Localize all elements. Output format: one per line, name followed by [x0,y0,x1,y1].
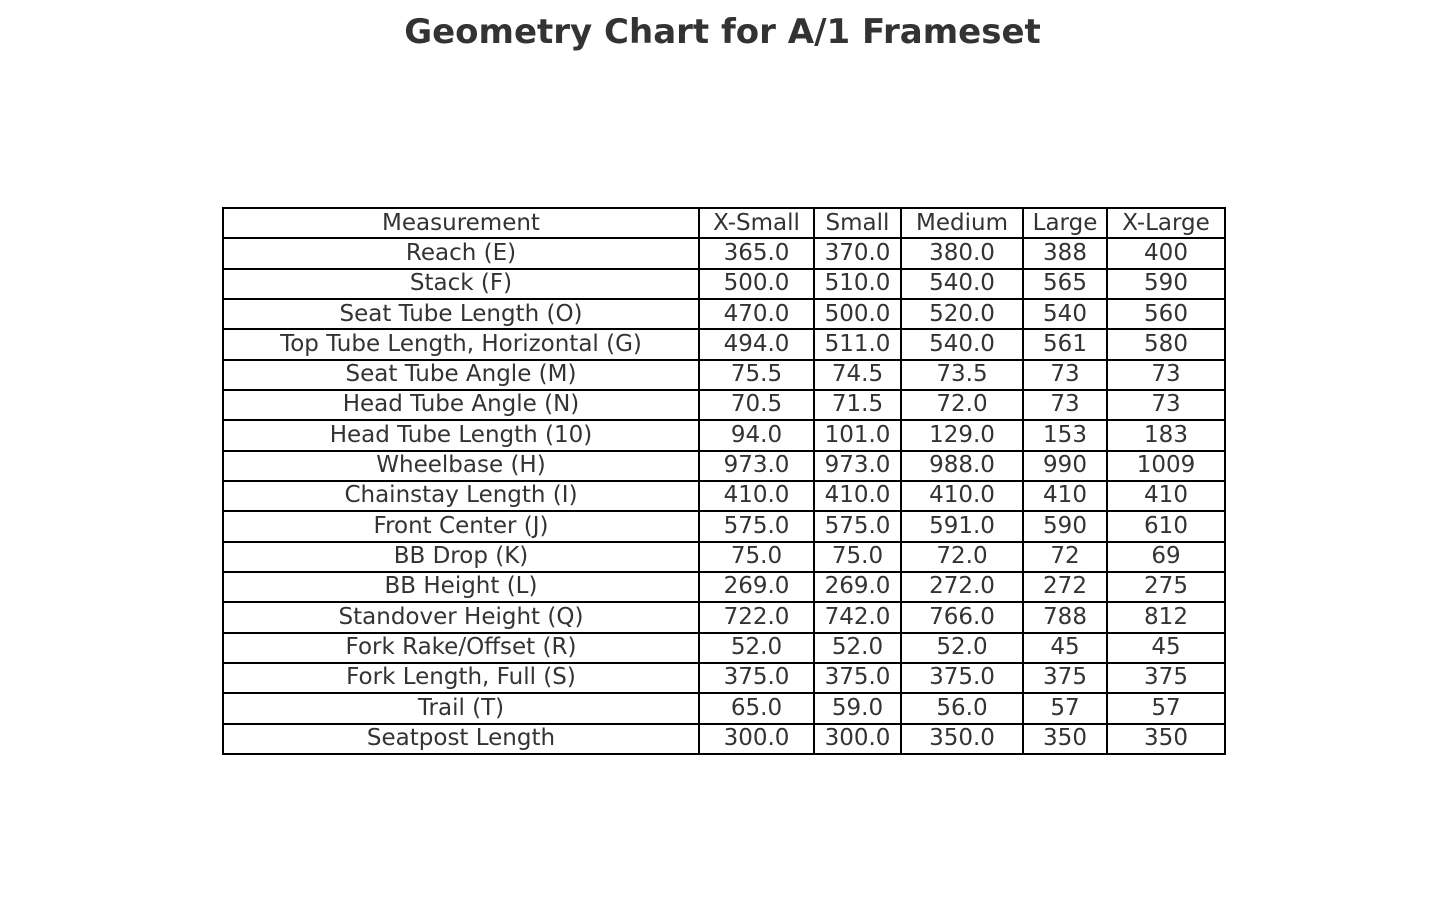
measurement-value: 129.0 [901,420,1023,450]
measurement-value: 52.0 [901,633,1023,663]
table-row [223,238,1225,268]
measurement-value: 565 [1023,269,1107,299]
measurement-label: Seat Tube Length (O) [223,299,699,329]
measurement-value: 988.0 [901,451,1023,481]
table-row [223,693,1225,723]
measurement-value: 73 [1023,390,1107,420]
measurement-value: 575.0 [814,511,901,541]
measurement-value: 269.0 [814,572,901,602]
column-header-measurement: Measurement [223,208,699,238]
measurement-value: 410.0 [699,481,814,511]
measurement-value: 990 [1023,451,1107,481]
measurement-value: 72.0 [901,390,1023,420]
measurement-value: 500.0 [814,299,901,329]
measurement-value: 561 [1023,329,1107,359]
measurement-value: 470.0 [699,299,814,329]
table-body [223,238,1225,754]
measurement-label: Reach (E) [223,238,699,268]
page-title: Geometry Chart for A/1 Frameset [404,12,1041,52]
measurement-value: 72 [1023,542,1107,572]
measurement-value: 520.0 [901,299,1023,329]
measurement-value: 375.0 [901,663,1023,693]
measurement-label: Fork Rake/Offset (R) [223,633,699,663]
measurement-value: 65.0 [699,693,814,723]
measurement-label: Seatpost Length [223,724,699,754]
table-row [223,542,1225,572]
table-row [223,299,1225,329]
measurement-value: 812 [1107,602,1225,632]
column-header-medium: Medium [901,208,1023,238]
measurement-value: 375 [1107,663,1225,693]
table-row [223,481,1225,511]
measurement-value: 300.0 [814,724,901,754]
measurement-value: 591.0 [901,511,1023,541]
measurement-value: 45 [1023,633,1107,663]
measurement-label: Fork Length, Full (S) [223,663,699,693]
measurement-value: 56.0 [901,693,1023,723]
measurement-label: Chainstay Length (I) [223,481,699,511]
measurement-value: 540 [1023,299,1107,329]
measurement-value: 45 [1107,633,1225,663]
measurement-value: 275 [1107,572,1225,602]
measurement-value: 580 [1107,329,1225,359]
measurement-value: 75.0 [814,542,901,572]
measurement-value: 69 [1107,542,1225,572]
measurement-value: 52.0 [814,633,901,663]
measurement-label: BB Drop (K) [223,542,699,572]
measurement-label: Top Tube Length, Horizontal (G) [223,329,699,359]
measurement-value: 973.0 [699,451,814,481]
measurement-value: 57 [1107,693,1225,723]
measurement-value: 70.5 [699,390,814,420]
measurement-value: 73 [1107,390,1225,420]
measurement-label: Seat Tube Angle (M) [223,360,699,390]
measurement-label: Head Tube Angle (N) [223,390,699,420]
measurement-value: 540.0 [901,329,1023,359]
measurement-value: 494.0 [699,329,814,359]
measurement-label: BB Height (L) [223,572,699,602]
measurement-value: 57 [1023,693,1107,723]
table-row [223,663,1225,693]
measurement-value: 272.0 [901,572,1023,602]
table-row [223,390,1225,420]
measurement-label: Wheelbase (H) [223,451,699,481]
measurement-value: 400 [1107,238,1225,268]
measurement-value: 365.0 [699,238,814,268]
measurement-value: 101.0 [814,420,901,450]
table-row [223,724,1225,754]
measurement-value: 52.0 [699,633,814,663]
measurement-value: 560 [1107,299,1225,329]
measurement-value: 375.0 [699,663,814,693]
table-row [223,602,1225,632]
measurement-value: 350 [1023,724,1107,754]
measurement-value: 350 [1107,724,1225,754]
column-header-x-small: X-Small [699,208,814,238]
column-header-large: Large [1023,208,1107,238]
measurement-value: 272 [1023,572,1107,602]
table-row [223,269,1225,299]
table-row [223,420,1225,450]
measurement-label: Stack (F) [223,269,699,299]
measurement-value: 269.0 [699,572,814,602]
measurement-label: Head Tube Length (10) [223,420,699,450]
measurement-value: 766.0 [901,602,1023,632]
measurement-value: 75.5 [699,360,814,390]
column-header-x-large: X-Large [1107,208,1225,238]
measurement-value: 590 [1023,511,1107,541]
measurement-value: 370.0 [814,238,901,268]
measurement-value: 73 [1023,360,1107,390]
measurement-value: 540.0 [901,269,1023,299]
table-row [223,572,1225,602]
measurement-value: 788 [1023,602,1107,632]
measurement-value: 388 [1023,238,1107,268]
measurement-value: 410.0 [814,481,901,511]
measurement-value: 300.0 [699,724,814,754]
measurement-value: 94.0 [699,420,814,450]
table-row [223,511,1225,541]
measurement-value: 610 [1107,511,1225,541]
measurement-value: 742.0 [814,602,901,632]
measurement-value: 74.5 [814,360,901,390]
measurement-value: 72.0 [901,542,1023,572]
measurement-value: 380.0 [901,238,1023,268]
measurement-value: 59.0 [814,693,901,723]
measurement-value: 73.5 [901,360,1023,390]
measurement-label: Standover Height (Q) [223,602,699,632]
table-row [223,451,1225,481]
measurement-value: 375 [1023,663,1107,693]
measurement-value: 575.0 [699,511,814,541]
table-header-row [223,208,1225,238]
measurement-value: 75.0 [699,542,814,572]
column-header-small: Small [814,208,901,238]
measurement-value: 153 [1023,420,1107,450]
measurement-value: 590 [1107,269,1225,299]
measurement-value: 410 [1023,481,1107,511]
measurement-value: 510.0 [814,269,901,299]
measurement-value: 350.0 [901,724,1023,754]
table-row [223,633,1225,663]
measurement-value: 1009 [1107,451,1225,481]
measurement-value: 973.0 [814,451,901,481]
measurement-value: 511.0 [814,329,901,359]
measurement-value: 71.5 [814,390,901,420]
measurement-value: 500.0 [699,269,814,299]
geometry-table [222,207,1226,755]
table-row [223,329,1225,359]
measurement-value: 410 [1107,481,1225,511]
measurement-value: 722.0 [699,602,814,632]
measurement-value: 73 [1107,360,1225,390]
measurement-value: 375.0 [814,663,901,693]
measurement-label: Trail (T) [223,693,699,723]
table-row [223,360,1225,390]
measurement-value: 410.0 [901,481,1023,511]
measurement-label: Front Center (J) [223,511,699,541]
measurement-value: 183 [1107,420,1225,450]
